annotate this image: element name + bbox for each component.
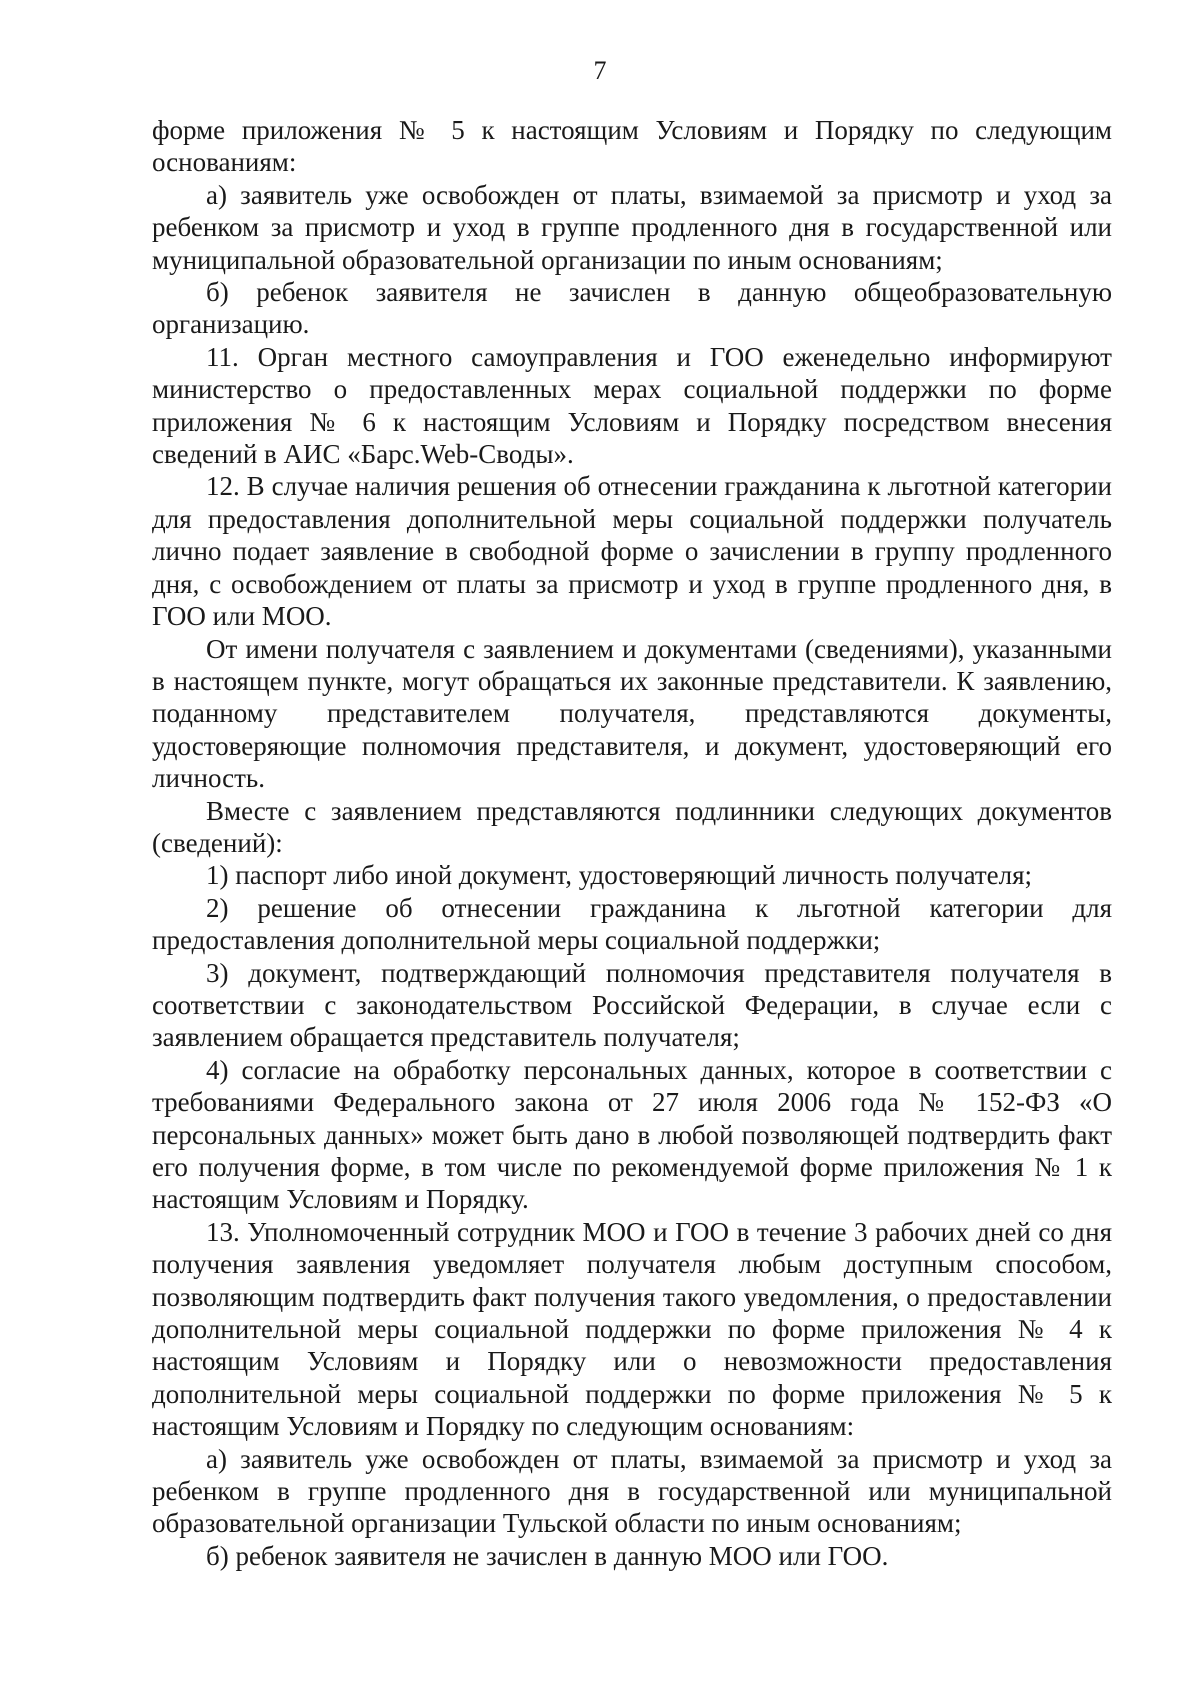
paragraph-documents-intro: Вместе с заявлением представляются подлинники следующих документов (сведений): <box>152 795 1112 858</box>
paragraph-item-a-2: а) заявитель уже освобожден от платы, взимаемой за присмотр и уход за ребенком в группе продленного дня в государственной или муниципальной образовательной организации Тульской области по иным основаниям; <box>152 1443 1112 1539</box>
page-number: 7 <box>593 56 607 85</box>
paragraph-clause-13: 13. Уполномоченный сотрудник МОО и ГОО в течение 3 рабочих дней со дня получения заявления уведомляет получателя любым доступным способом, позволяющим подтвердить факт получения такого уведомления, о предоставлении дополнительной меры социальной поддержки по форме приложения № 4 к настоящим Условиям и Порядку или о невозможности предоставления дополнительной меры социальной поддержки по форме приложения № 5 к настоящим Условиям и Порядку по следующим основаниям: <box>152 1216 1112 1442</box>
paragraph-item-b-2: б) ребенок заявителя не зачислен в данную МОО или ГОО. <box>206 1540 889 1571</box>
paragraph-representatives: От имени получателя с заявлением и документами (сведениями), указанными в настоящем пункте, могут обращаться их законные представители. К заявлению, поданному представителем получателя, представляются документы, удостоверяющие полномочия представителя, и документ, удостоверяющий его личность. <box>152 633 1112 794</box>
paragraph-continuation: форме приложения № 5 к настоящим Условиям и Порядку по следующим основаниям: <box>152 115 1112 178</box>
paragraph-item-b: б) ребенок заявителя не зачислен в данную общеобразовательную организацию. <box>152 277 1112 340</box>
paragraph-clause-12: 12. В случае наличия решения об отнесении гражданина к льготной категории для предоставления дополнительной меры социальной поддержки получатель лично подает заявление в свободной форме о зачислении в группу продленного дня, с освобождением от платы за присмотр и уход в группе продленного дня, в ГОО или МОО. <box>152 471 1112 632</box>
document-body <box>152 114 1112 1572</box>
paragraph-document-3: 3) документ, подтверждающий полномочия представителя получателя в соответствии с законодательством Российской Федерации, в случае если с заявлением обращается представитель получателя; <box>152 957 1112 1053</box>
paragraph-item-a: а) заявитель уже освобожден от платы, взимаемой за присмотр и уход за ребенком за присмотр и уход в группе продленного дня в государственной или муниципальной образовательной организации по иным основаниям; <box>152 179 1112 275</box>
paragraph-document-1: 1) паспорт либо иной документ, удостоверяющий личность получателя; <box>206 860 1033 891</box>
paragraph-document-2: 2) решение об отнесении гражданина к льготной категории для предоставления дополнительной меры социальной поддержки; <box>152 892 1112 956</box>
paragraph-clause-11: 11. Орган местного самоуправления и ГОО еженедельно информируют министерство о предоставленных мерах социальной поддержки по форме приложения № 6 к настоящим Условиям и Порядку посредством внесения сведений в АИС «Барс.Web-Своды». <box>152 341 1112 470</box>
paragraph-document-4: 4) согласие на обработку персональных данных, которое в соответствии с требованиями Федерального закона от 27 июля 2006 года № 152-ФЗ «О персональных данных» может быть дано в любой позволяющей подтвердить факт его получения форме, в том числе по рекомендуемой форме приложения № 1 к настоящим Условиям и Порядку. <box>152 1054 1112 1215</box>
